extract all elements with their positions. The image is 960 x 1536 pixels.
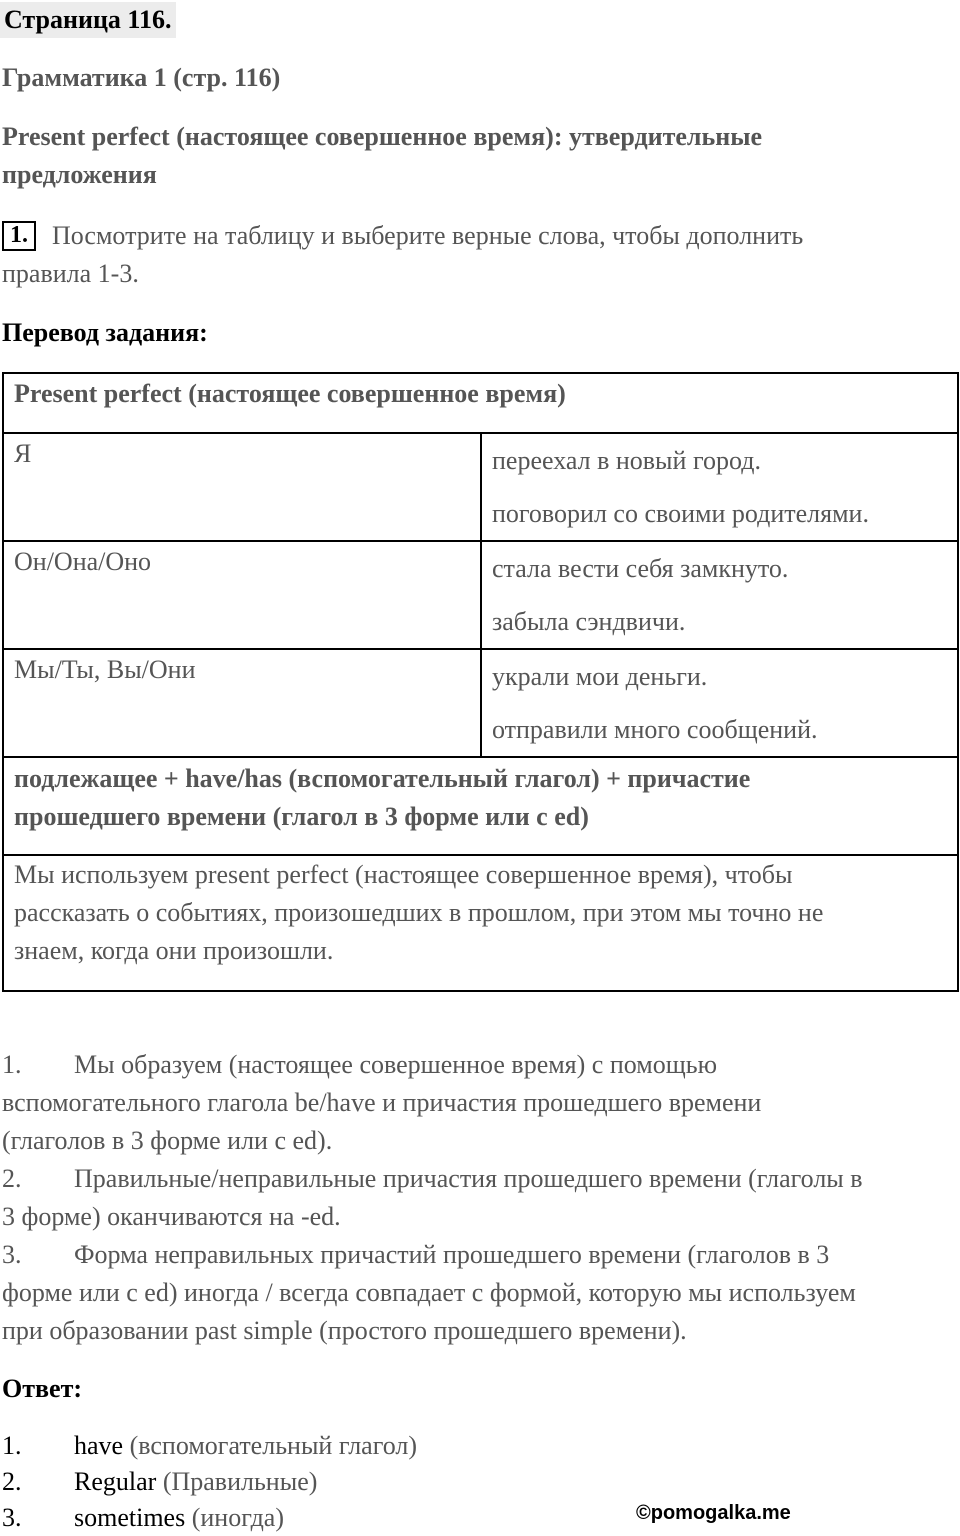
usage-line: Мы используем present perfect (настоящее совершенное время), чтобы: [14, 860, 793, 889]
table-row: [3, 541, 958, 649]
list-item: 2. Regular (Правильные): [2, 1467, 318, 1496]
table-row: [3, 649, 958, 757]
usage-line: рассказать о событиях, произошедших в прошлом, при этом мы точно не: [14, 898, 824, 927]
topic-title: Present perfect (настоящее совершенное время): утвердительные предложения: [2, 122, 763, 189]
table-cell-line: поговорил со своими родителями.: [492, 499, 869, 528]
table-usage: [3, 855, 958, 991]
table-formula: [3, 757, 958, 855]
table-subject: Я: [3, 433, 481, 541]
rules-list: 1. Мы образуем (настоящее совершенное время) с помощью вспомогательного глагола be/have и причастия прошедшего времени (глаголов в 3 форме или с ed). 2. Правильные/неправильные причастия прошедшего времени (глаголы в 3 форме) оканчиваются на -ed. 3. Форма неправильных причастий прошедшего времени (глаголов в 3 форме или с ed) иногда / всегда совпадает с формой, которую мы используем при образовании past simple (простого прошедшего времени).: [2, 1046, 958, 1350]
section-title: Грамматика 1 (стр. 116): [2, 63, 281, 92]
list-item: 1. have (вспомогательный глагол): [2, 1431, 418, 1460]
formula-line: прошедшего времени (глагол в 3 форме или с ed): [14, 802, 589, 831]
usage-line: знаем, когда они произошли.: [14, 936, 334, 965]
list-item: 1. Мы образуем (настоящее совершенное время) с помощью: [2, 1050, 718, 1079]
translation-heading: Перевод задания:: [2, 318, 208, 347]
present-perfect-table: [2, 372, 959, 992]
table-cell-line: украли мои деньги.: [492, 662, 708, 691]
table-header: Present perfect (настоящее совершенное время): [3, 373, 958, 433]
watermark: ©pomogalka.me: [636, 1502, 791, 1524]
task-text-1: Посмотрите на таблицу и выберите верные слова, чтобы дополнить: [52, 221, 804, 250]
list-item: 3. Форма неправильных причастий прошедшего времени (глаголов в 3: [2, 1240, 830, 1269]
task-number: 1.: [2, 221, 36, 251]
list-item: 3. sometimes (иногда): [2, 1503, 285, 1532]
formula-line: подлежащее + have/has (вспомогательный глагол) + причастие: [14, 764, 751, 793]
table-subject: Он/Она/Оно: [3, 541, 481, 649]
answer-heading: Ответ:: [2, 1374, 83, 1403]
table-cell-line: забыла сэндвичи.: [492, 607, 686, 636]
list-item: 2. Правильные/неправильные причастия прошедшего времени (глаголы в: [2, 1164, 863, 1193]
table-cell-line: стала вести себя замкнуто.: [492, 554, 789, 583]
table-row: [3, 433, 958, 541]
table-cell-line: отправили много сообщений.: [492, 715, 818, 744]
table-subject: Мы/Ты, Вы/Они: [3, 649, 481, 757]
task-text-2: правила 1-3.: [2, 259, 139, 288]
answers-list: [2, 1428, 417, 1536]
task-line-1: [2, 217, 803, 255]
page-title: Страница 116.: [0, 2, 176, 38]
table-cell-line: переехал в новый город.: [492, 446, 761, 475]
